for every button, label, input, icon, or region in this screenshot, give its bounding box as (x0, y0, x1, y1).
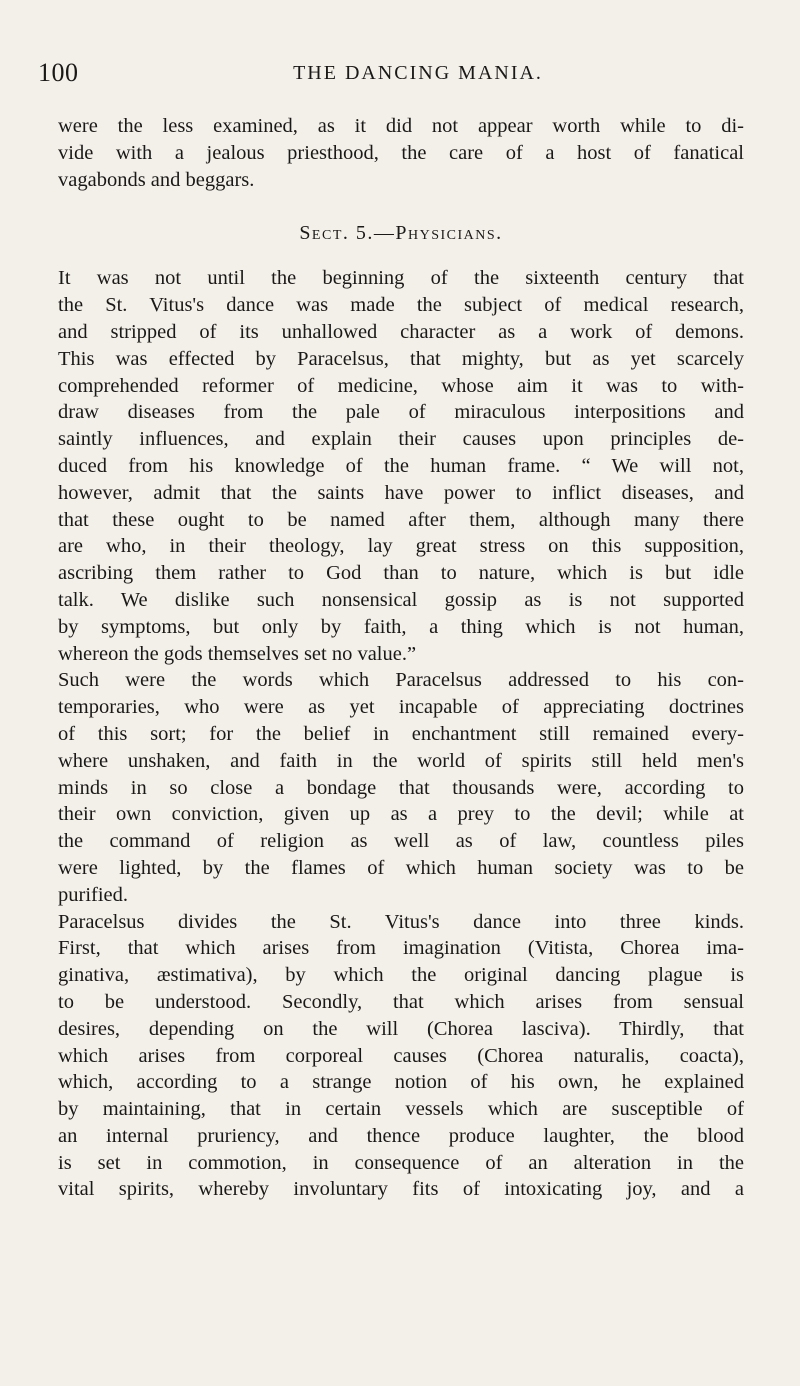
text-line: are who, in their theology, lay great stress on this supposition, (58, 535, 744, 558)
page-number: 100 (38, 58, 79, 87)
text-line: comprehended reformer of medicine, whose aim it was to with- (58, 374, 744, 397)
text-line: however, admit that the saints have power to inflict diseases, and (58, 481, 744, 504)
text-line: temporaries, who were as yet incapable of appreciating doctrines (58, 696, 744, 719)
text-line: whereon the gods themselves set no value.” (58, 642, 417, 665)
text-line: draw diseases from the pale of miraculous interpositions and (58, 401, 744, 424)
section-heading-text: Sect. 5.—Physicians. (299, 222, 503, 245)
text-line: which, according to a strange notion of his own, he explained (58, 1071, 744, 1094)
text-line: of this sort; for the belief in enchantment still remained every- (58, 722, 744, 745)
text-line: Such were the words which Paracelsus addressed to his con- (58, 669, 744, 692)
running-head (38, 58, 758, 88)
text-line: duced from his knowledge of the human frame. “ We will not, (58, 454, 744, 477)
text-line: is set in commotion, in consequence of an alteration in the (58, 1151, 744, 1174)
text-line: by maintaining, that in certain vessels which are susceptible of (58, 1098, 744, 1121)
text-line: ascribing them rather to God than to nature, which is but idle (58, 562, 744, 585)
text-line: by symptoms, but only by faith, a thing which is not human, (58, 615, 744, 638)
text-line: an internal pruriency, and thence produce laughter, the blood (58, 1124, 744, 1147)
text-line: where unshaken, and faith in the world of spirits still held men's (58, 749, 744, 772)
text-line: desires, depending on the will (Chorea lasciva). Thirdly, that (58, 1017, 744, 1040)
text-line: This was effected by Paracelsus, that mighty, but as yet scarcely (58, 347, 744, 370)
text-line: It was not until the beginning of the sixteenth century that (58, 267, 744, 290)
text-line: the command of religion as well as of law, countless piles (58, 830, 744, 853)
text-line: ginativa, æstimativa), by which the original dancing plague is (58, 964, 744, 987)
text-line: to be understood. Secondly, that which arises from sensual (58, 990, 744, 1013)
text-line: which arises from corporeal causes (Chorea naturalis, coacta), (58, 1044, 744, 1067)
text-line: First, that which arises from imagination (Vitista, Chorea ima- (58, 937, 744, 960)
text-line: vide with a jealous priesthood, the care of a host of fanatical (58, 141, 744, 164)
section-heading (58, 193, 744, 265)
text-line: were the less examined, as it did not appear worth while to di- (58, 115, 744, 137)
text-line: vital spirits, whereby involuntary fits of intoxicating joy, and a (58, 1178, 744, 1201)
text-line: saintly influences, and explain their causes upon principles de- (58, 428, 744, 451)
text-line: the St. Vitus's dance was made the subject of medical research, (58, 294, 744, 317)
text-line: vagabonds and beggars. (58, 168, 255, 191)
text-line: minds in so close a bondage that thousands were, according to (58, 776, 744, 799)
text-line: their own conviction, given up as a prey to the devil; while at (58, 803, 744, 826)
text-line: and stripped of its unhallowed character as a work of demons. (58, 320, 744, 343)
text-line: purified. (58, 883, 129, 906)
text-line: Paracelsus divides the St. Vitus's dance into three kinds. (58, 910, 744, 933)
text-line: were lighted, by the flames of which human society was to be (58, 856, 744, 879)
running-title: THE DANCING MANIA. (293, 62, 543, 84)
text-line: talk. We dislike such nonsensical gossip as is not supported (58, 588, 744, 611)
body-text (58, 113, 744, 1203)
text-line: that these ought to be named after them, although many there (58, 508, 744, 531)
